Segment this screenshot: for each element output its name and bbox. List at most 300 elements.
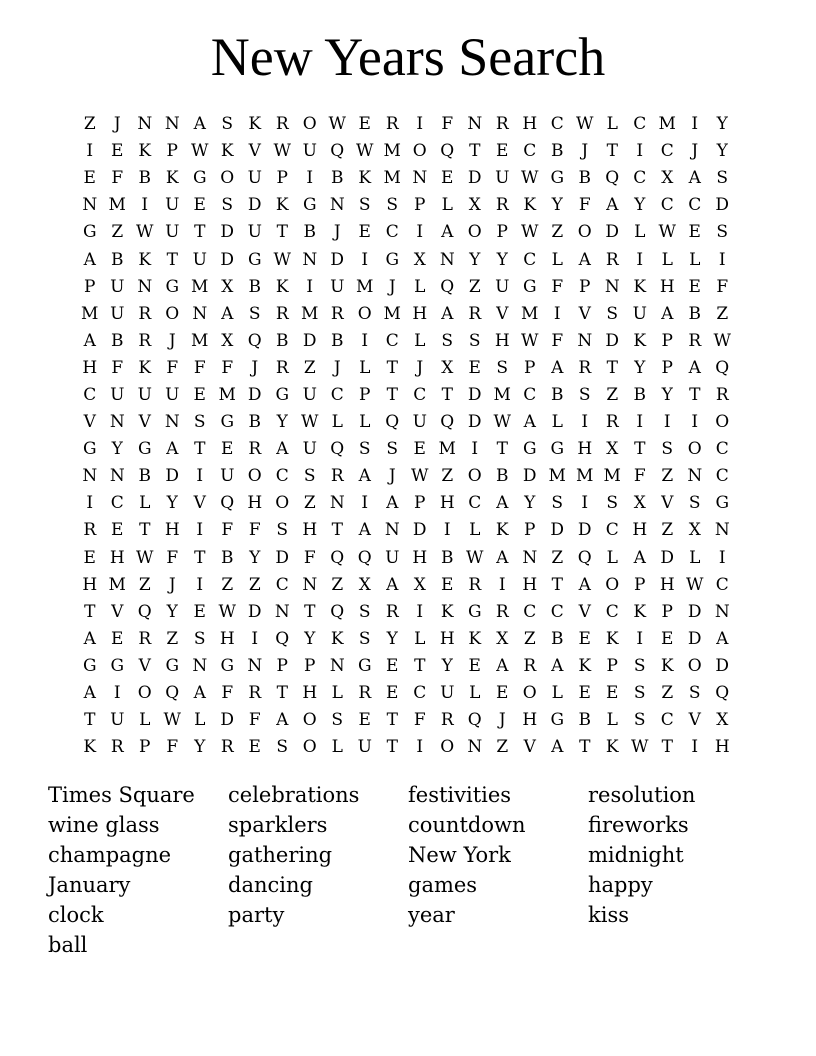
grid-cell: P <box>359 384 371 405</box>
grid-cell: H <box>714 737 730 758</box>
grid-cell: Q <box>385 412 400 433</box>
grid-cell: I <box>251 628 259 649</box>
grid-cell: I <box>141 195 149 216</box>
grid-cell: B <box>331 330 344 351</box>
grid-cell: D <box>550 520 565 541</box>
grid-cell: K <box>358 168 372 189</box>
grid-cell: I <box>443 520 451 541</box>
grid-cell: M <box>301 303 319 324</box>
grid-cell: N <box>247 655 263 676</box>
grid-cell: C <box>523 249 537 270</box>
grid-cell: K <box>138 141 152 162</box>
grid-cell: Z <box>303 357 316 378</box>
grid-cell: I <box>663 412 671 433</box>
grid-cell: O <box>302 114 317 135</box>
grid-cell: O <box>467 466 482 487</box>
grid-cell: Y <box>716 114 728 135</box>
grid-cell: J <box>388 276 396 297</box>
grid-cell: E <box>413 439 426 460</box>
grid-cell: U <box>357 737 372 758</box>
grid-cell: L <box>139 493 151 514</box>
grid-cell: K <box>83 737 97 758</box>
grid-cell: H <box>577 439 593 460</box>
grid-cell: I <box>718 249 726 270</box>
word-bank-item: games <box>408 873 478 897</box>
grid-cell: G <box>550 168 565 189</box>
grid-cell: S <box>221 195 234 216</box>
grid-cell: G <box>247 249 262 270</box>
grid-cell: T <box>551 574 563 595</box>
grid-cell: J <box>581 141 589 162</box>
grid-cell: U <box>165 384 180 405</box>
grid-cell: S <box>688 493 701 514</box>
grid-cell: I <box>471 439 479 460</box>
grid-cell: U <box>165 195 180 216</box>
grid-cell: K <box>605 737 619 758</box>
grid-cell: S <box>688 683 701 704</box>
grid-cell: A <box>276 439 289 460</box>
grid-cell: A <box>441 222 454 243</box>
grid-cell: M <box>658 114 676 135</box>
grid-cell: S <box>468 330 481 351</box>
grid-cell: P <box>661 601 673 622</box>
grid-cell: U <box>302 439 317 460</box>
grid-cell: W <box>493 412 511 433</box>
grid-cell: G <box>275 384 290 405</box>
grid-cell: A <box>83 249 96 270</box>
grid-cell: H <box>412 547 428 568</box>
grid-cell: Q <box>715 357 730 378</box>
grid-cell: B <box>331 168 344 189</box>
grid-cell: I <box>416 114 424 135</box>
grid-cell: T <box>386 710 398 731</box>
grid-cell: E <box>468 655 481 676</box>
grid-cell: Z <box>303 493 316 514</box>
grid-cell: D <box>302 330 317 351</box>
word-bank-item: dancing <box>228 873 313 897</box>
grid-cell: F <box>716 276 729 297</box>
grid-cell: K <box>578 655 592 676</box>
grid-cell: L <box>689 547 701 568</box>
grid-cell: T <box>469 141 481 162</box>
grid-cell: V <box>523 737 536 758</box>
grid-cell: Y <box>634 195 646 216</box>
grid-cell: R <box>605 412 619 433</box>
grid-cell: A <box>551 655 564 676</box>
grid-cell: K <box>275 195 289 216</box>
grid-cell: T <box>579 737 591 758</box>
grid-cell: Y <box>194 737 206 758</box>
grid-cell: F <box>441 114 454 135</box>
grid-cell: U <box>110 384 125 405</box>
grid-cell: F <box>633 466 646 487</box>
grid-cell: D <box>660 547 675 568</box>
grid-cell: S <box>716 222 729 243</box>
grid-cell: H <box>82 574 98 595</box>
grid-cell: M <box>191 330 209 351</box>
grid-cell: G <box>82 655 97 676</box>
word-bank-column <box>588 780 768 930</box>
grid-cell: S <box>633 710 646 731</box>
grid-cell: W <box>521 222 539 243</box>
grid-cell: Y <box>496 249 508 270</box>
grid-cell: N <box>329 195 345 216</box>
grid-cell: E <box>441 168 454 189</box>
grid-cell: M <box>81 303 99 324</box>
grid-cell: T <box>84 601 96 622</box>
grid-cell: S <box>193 412 206 433</box>
grid-cell: W <box>466 547 484 568</box>
grid-cell: C <box>385 330 399 351</box>
grid-cell: L <box>331 737 343 758</box>
grid-cell: I <box>416 737 424 758</box>
grid-cell: L <box>414 330 426 351</box>
grid-cell: R <box>578 357 592 378</box>
grid-cell: Q <box>577 547 592 568</box>
grid-cell: M <box>383 168 401 189</box>
grid-cell: X <box>606 439 619 460</box>
grid-cell: B <box>138 466 151 487</box>
grid-cell: C <box>715 439 729 460</box>
grid-cell: P <box>634 574 646 595</box>
grid-cell: T <box>496 439 508 460</box>
grid-cell: X <box>358 574 371 595</box>
grid-cell: D <box>467 168 482 189</box>
grid-cell: O <box>302 737 317 758</box>
grid-cell: H <box>439 493 455 514</box>
grid-cell: T <box>634 439 646 460</box>
grid-cell: Q <box>440 412 455 433</box>
grid-cell: R <box>440 710 454 731</box>
grid-cell: O <box>715 412 730 433</box>
grid-cell: H <box>522 574 538 595</box>
grid-cell: R <box>138 330 152 351</box>
grid-cell: S <box>303 466 316 487</box>
word-bank-column <box>408 780 588 930</box>
grid-cell: N <box>687 466 703 487</box>
grid-cell: H <box>82 357 98 378</box>
grid-cell: K <box>138 357 152 378</box>
grid-cell: T <box>84 710 96 731</box>
grid-cell: G <box>137 439 152 460</box>
grid-cell: Q <box>330 439 345 460</box>
grid-cell: H <box>302 683 318 704</box>
grid-cell: I <box>498 574 506 595</box>
grid-cell: A <box>358 466 371 487</box>
grid-cell: G <box>165 276 180 297</box>
grid-cell: Q <box>330 601 345 622</box>
grid-cell: E <box>111 628 124 649</box>
grid-cell: J <box>416 357 424 378</box>
grid-cell: C <box>523 384 537 405</box>
grid-cell: C <box>413 384 427 405</box>
grid-cell: D <box>275 547 290 568</box>
grid-cell: K <box>523 195 537 216</box>
grid-cell: B <box>688 303 701 324</box>
grid-cell: L <box>359 412 371 433</box>
grid-cell: W <box>576 114 594 135</box>
grid-cell: I <box>718 547 726 568</box>
grid-cell: P <box>414 195 426 216</box>
word-bank-item: midnight <box>588 843 684 867</box>
grid-cell: N <box>439 249 455 270</box>
grid-cell: G <box>82 222 97 243</box>
word-bank-item: festivities <box>408 783 512 807</box>
grid-cell: K <box>220 141 234 162</box>
grid-cell: L <box>469 520 481 541</box>
grid-cell: O <box>687 439 702 460</box>
word-bank-item: Times Square <box>48 783 195 807</box>
grid-cell: N <box>467 114 483 135</box>
grid-cell: T <box>386 737 398 758</box>
grid-cell: K <box>660 655 674 676</box>
grid-cell: K <box>275 276 289 297</box>
grid-cell: D <box>247 384 262 405</box>
grid-cell: I <box>86 493 94 514</box>
grid-cell: R <box>275 114 289 135</box>
grid-cell: F <box>248 520 261 541</box>
grid-cell: T <box>194 547 206 568</box>
grid-cell: G <box>110 655 125 676</box>
grid-cell: D <box>577 520 592 541</box>
grid-cell: E <box>358 222 371 243</box>
grid-cell: Y <box>716 141 728 162</box>
grid-cell: Y <box>524 493 536 514</box>
grid-cell: S <box>661 439 674 460</box>
grid-cell: E <box>441 574 454 595</box>
grid-cell: A <box>578 249 591 270</box>
grid-cell: I <box>636 628 644 649</box>
grid-cell: Y <box>441 655 453 676</box>
grid-cell: R <box>275 303 289 324</box>
grid-cell: S <box>578 384 591 405</box>
grid-cell: M <box>191 276 209 297</box>
grid-cell: B <box>111 249 124 270</box>
word-bank-column <box>48 780 228 960</box>
grid-cell: A <box>606 195 619 216</box>
grid-cell: F <box>166 737 179 758</box>
grid-cell: G <box>192 168 207 189</box>
grid-cell: Y <box>249 547 261 568</box>
grid-cell: X <box>633 493 646 514</box>
grid-cell: V <box>248 141 261 162</box>
grid-cell: L <box>606 710 618 731</box>
grid-cell: D <box>220 710 235 731</box>
grid-cell: P <box>304 655 316 676</box>
word-bank-item: fireworks <box>588 813 689 837</box>
grid-cell: A <box>83 683 96 704</box>
grid-cell: R <box>275 357 289 378</box>
grid-cell: M <box>603 466 621 487</box>
grid-cell: W <box>218 601 236 622</box>
grid-cell: M <box>548 466 566 487</box>
grid-cell: L <box>359 357 371 378</box>
grid-cell: C <box>468 493 482 514</box>
grid-cell: F <box>193 357 206 378</box>
grid-cell: X <box>413 249 426 270</box>
grid-cell: U <box>632 303 647 324</box>
grid-cell: P <box>84 276 96 297</box>
grid-cell: E <box>578 683 591 704</box>
grid-cell: Q <box>330 141 345 162</box>
grid-cell: M <box>108 195 126 216</box>
grid-cell: I <box>691 114 699 135</box>
grid-cell: Z <box>606 384 619 405</box>
grid-cell: U <box>220 466 235 487</box>
grid-cell: T <box>276 683 288 704</box>
grid-cell: B <box>633 384 646 405</box>
grid-cell: V <box>83 412 96 433</box>
grid-cell: B <box>221 547 234 568</box>
grid-cell: E <box>688 276 701 297</box>
grid-cell: B <box>303 222 316 243</box>
grid-cell: E <box>83 168 96 189</box>
grid-cell: K <box>605 628 619 649</box>
grid-cell: N <box>137 276 153 297</box>
grid-cell: Z <box>331 574 344 595</box>
grid-cell: F <box>221 520 234 541</box>
grid-cell: Q <box>165 683 180 704</box>
grid-cell: B <box>276 330 289 351</box>
grid-cell: G <box>467 601 482 622</box>
grid-cell: C <box>660 141 674 162</box>
grid-cell: Z <box>468 276 481 297</box>
grid-cell: P <box>579 276 591 297</box>
grid-cell: R <box>138 628 152 649</box>
grid-cell: W <box>686 574 704 595</box>
grid-cell: N <box>302 574 318 595</box>
grid-cell: R <box>330 303 344 324</box>
grid-cell: M <box>356 276 374 297</box>
grid-cell: P <box>496 222 508 243</box>
grid-cell: C <box>633 114 647 135</box>
grid-cell: C <box>605 520 619 541</box>
grid-cell: R <box>495 601 509 622</box>
grid-cell: S <box>441 330 454 351</box>
grid-cell: S <box>248 303 261 324</box>
grid-cell: A <box>551 357 564 378</box>
grid-cell: C <box>633 168 647 189</box>
grid-cell: Z <box>661 520 674 541</box>
grid-cell: Z <box>661 683 674 704</box>
grid-cell: H <box>522 114 538 135</box>
grid-cell: F <box>303 547 316 568</box>
grid-cell: E <box>468 357 481 378</box>
grid-cell: S <box>633 683 646 704</box>
grid-cell: X <box>413 574 426 595</box>
grid-cell: G <box>522 276 537 297</box>
grid-cell: O <box>275 493 290 514</box>
grid-cell: O <box>247 466 262 487</box>
grid-cell: I <box>553 303 561 324</box>
grid-cell: R <box>495 195 509 216</box>
grid-cell: Y <box>166 493 178 514</box>
grid-cell: A <box>83 330 96 351</box>
grid-cell: U <box>110 276 125 297</box>
grid-cell: S <box>331 710 344 731</box>
grid-cell: F <box>551 276 564 297</box>
grid-cell: T <box>276 222 288 243</box>
grid-cell: R <box>248 439 262 460</box>
grid-cell: X <box>221 276 234 297</box>
grid-cell: E <box>193 195 206 216</box>
grid-cell: U <box>495 276 510 297</box>
grid-cell: W <box>301 412 319 433</box>
grid-cell: W <box>328 114 346 135</box>
grid-cell: P <box>139 737 151 758</box>
grid-cell: K <box>468 628 482 649</box>
grid-cell: N <box>192 303 208 324</box>
grid-cell: L <box>331 412 343 433</box>
grid-cell: U <box>385 547 400 568</box>
grid-cell: Y <box>634 357 646 378</box>
grid-cell: J <box>333 357 341 378</box>
grid-cell: A <box>358 520 371 541</box>
grid-cell: W <box>136 222 154 243</box>
grid-cell: M <box>383 303 401 324</box>
grid-cell: P <box>606 655 618 676</box>
grid-cell: N <box>714 520 730 541</box>
grid-cell: B <box>551 384 564 405</box>
grid-cell: S <box>221 114 234 135</box>
grid-cell: I <box>636 412 644 433</box>
word-bank-item: resolution <box>588 783 696 807</box>
grid-cell: C <box>715 574 729 595</box>
grid-cell: E <box>496 683 509 704</box>
grid-cell: W <box>356 141 374 162</box>
grid-cell: H <box>247 493 263 514</box>
grid-cell: O <box>302 710 317 731</box>
grid-cell: R <box>138 303 152 324</box>
grid-cell: D <box>220 222 235 243</box>
grid-cell: F <box>166 547 179 568</box>
grid-cell: A <box>496 547 509 568</box>
grid-cell: U <box>330 276 345 297</box>
grid-cell: H <box>659 276 675 297</box>
grid-cell: S <box>633 655 646 676</box>
grid-cell: E <box>496 141 509 162</box>
grid-cell: L <box>606 547 618 568</box>
grid-cell: X <box>688 520 701 541</box>
grid-cell: R <box>83 520 97 541</box>
grid-cell: O <box>522 683 537 704</box>
grid-cell: L <box>689 249 701 270</box>
grid-cell: C <box>715 466 729 487</box>
grid-cell: S <box>193 628 206 649</box>
grid-cell: S <box>386 439 399 460</box>
grid-cell: K <box>633 330 647 351</box>
grid-cell: M <box>576 466 594 487</box>
grid-cell: I <box>581 493 589 514</box>
grid-cell: C <box>550 114 564 135</box>
grid-cell: E <box>193 384 206 405</box>
grid-cell: J <box>251 357 259 378</box>
grid-cell: M <box>383 141 401 162</box>
grid-cell: E <box>83 547 96 568</box>
grid-cell: Q <box>715 683 730 704</box>
grid-cell: T <box>166 249 178 270</box>
grid-cell: F <box>221 357 234 378</box>
grid-cell: W <box>136 547 154 568</box>
grid-cell: A <box>661 303 674 324</box>
grid-cell: Z <box>111 222 124 243</box>
grid-cell: U <box>110 303 125 324</box>
grid-cell: V <box>193 493 206 514</box>
grid-cell: L <box>551 249 563 270</box>
grid-cell: W <box>658 222 676 243</box>
grid-cell: J <box>168 574 176 595</box>
grid-cell: P <box>414 493 426 514</box>
